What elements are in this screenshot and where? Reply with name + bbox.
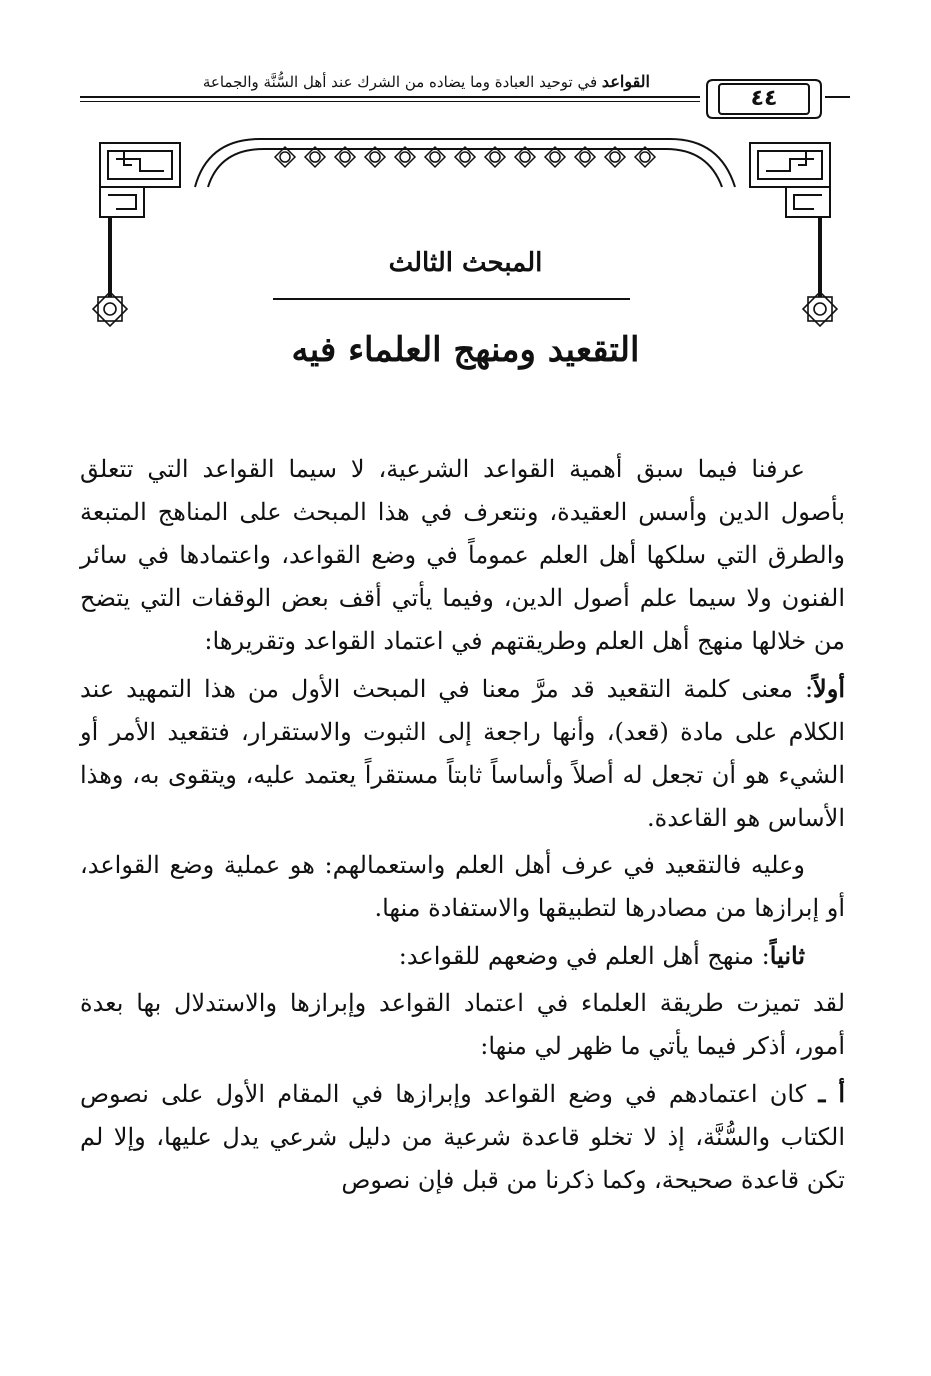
paragraph-text: : منهج أهل العلم في وضعهم للقواعد: xyxy=(398,942,770,970)
running-title xyxy=(203,72,650,91)
paragraph-lead: أ ـ xyxy=(818,1079,845,1108)
paragraph-text: : معنى كلمة التقعيد قد مرَّ معنا في المبحث الأول من هذا التمهيد عند الكلام على مادة (قعد)، وأنها راجعة إلى الثبوت والاستقرار، فتقعيد الأمر أو الشيء هو أن تجعل له أصلاً وأساساً ثابتاً مستقراً يعتمد عليه، ويتقوى به، وهذا الأساس هو القاعدة. xyxy=(80,675,846,832)
page-number-box xyxy=(705,76,823,122)
chapter-title: التقعيد ومنهج العلماء فيه xyxy=(291,330,640,370)
paragraph-text: كان اعتمادهم في وضع القواعد وإبرازها في المقام الأول على نصوص الكتاب والسُّنَّة، إذ لا تخلو قاعدة شرعية من دليل شرعي يدل عليها، وإلا لم تكن قاعدة صحيحة، وكما ذكرنا من قبل فإن نصوص xyxy=(80,1080,845,1194)
running-header xyxy=(80,66,850,126)
header-rule-right xyxy=(825,96,850,98)
geometric-ornament-icon xyxy=(80,125,850,340)
eight-point-star-icon xyxy=(93,292,127,326)
page-number: ٤٤ xyxy=(750,86,778,111)
header-rule xyxy=(80,96,700,98)
running-title-bold: القواعد xyxy=(601,72,650,91)
paragraph-lead: أولاً xyxy=(813,674,845,703)
running-title-rest: في توحيد العبادة وما يضاده من الشرك عند أهل السُّنَّة والجماعة xyxy=(202,73,602,91)
paragraph: وعليه فالتقعيد في عرف أهل العلم واستعمالهم: هو عملية وضع القواعد، أو إبرازها من مصادرها لتطبيقها والاستفادة منها. xyxy=(80,851,845,922)
paragraph xyxy=(80,667,845,840)
body-text xyxy=(80,448,845,1206)
paragraph xyxy=(80,934,845,978)
paragraph: عرفنا فيما سبق أهمية القواعد الشرعية، لا سيما القواعد التي تتعلق بأصول الدين وأسس العقيدة، ونتعرف في هذا المبحث على المناهج المتبعة والطرق التي سلكها أهل العلم عموماً في وضع القواعد، واعتمادها في سائر الفنون ولا سيما علم أصول الدين، وفيما يأتي أقف بعض الوقفات التي يتضح من خلالها منهج أهل العلم وطريقتهم في اعتماد القواعد وتقريرها: xyxy=(80,455,845,655)
header-rule-thin xyxy=(80,101,700,102)
eight-point-star-icon xyxy=(803,292,837,326)
section-divider xyxy=(273,298,630,300)
section-label: المبحث الثالث xyxy=(388,248,543,278)
paragraph xyxy=(80,1072,845,1202)
paragraph-lead: ثانياً xyxy=(769,941,805,970)
paragraph: لقد تميزت طريقة العلماء في اعتماد القواعد وإبرازها والاستدلال بها بعدة أمور، أذكر فيما يأتي ما ظهر لي منها: xyxy=(80,989,845,1060)
